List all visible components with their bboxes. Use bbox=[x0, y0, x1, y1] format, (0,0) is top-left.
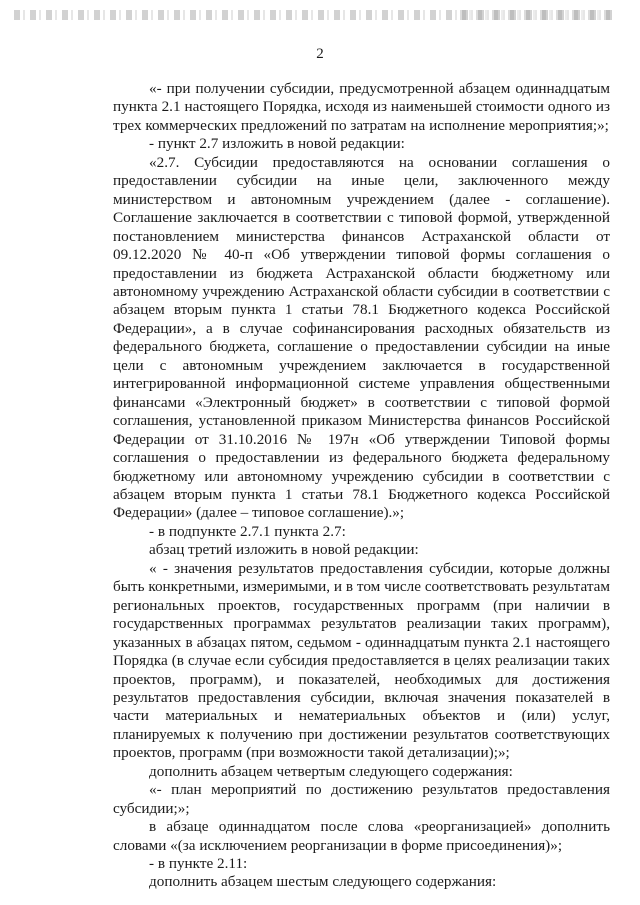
paragraph: дополнить абзацем шестым следующего содержания: bbox=[149, 873, 497, 891]
paragraph: в абзаце одиннадцатом после слова «реорганизацией» дополнить словами «(за исключением реорганизации в форме присоединения)»; bbox=[113, 818, 610, 854]
paragraph: «2.7. Субсидии предоставляются на основании соглашения о предоставлении субсидии на иные цели, заключенного между министерством и автономным учреждением (далее - соглашение). Соглашение заключается в соответствии с типовой формой, утвержденной постановлением министерства финансов Астраханской области от 09.12.2020 № 40-п «Об утверждении типовой формы соглашения о предоставлении из бюджета Астраханской области бюджетному или автономному учреждению Астраханской области субсидии в соответствии с абзацем вторым пункта 1 статьи 78.1 Бюджетного кодекса Российской Федерации», а в случае софинансирования расходных обязательств из федерального бюджета, соглашение о предоставлении субсидии на иные цели с автономным учреждением заключается в государственной интегрированной информационной системе управления общественными финансами «Электронный бюджет» в соответствии с типовой формой соглашения, установленной приказом Министерства финансов Российской Федерации от 31.10.2016 № 197н «Об утверждении Типовой формы соглашения о предоставлении из федерального бюджета федеральному бюджетному или автономному учреждению субсидии в соответствии с абзацем вторым пункта 1 статьи 78.1 Бюджетного кодекса Российской Федерации» (далее – типовое соглашение).»; bbox=[113, 153, 610, 522]
scan-artifact-top-right bbox=[460, 10, 610, 20]
paragraph: - в подпункте 2.7.1 пункта 2.7: bbox=[149, 522, 346, 540]
paragraph: дополнить абзацем четвертым следующего содержания: bbox=[149, 762, 513, 780]
paragraph: абзац третий изложить в новой редакции: bbox=[149, 541, 419, 559]
paragraph: « - значения результатов предоставления субсидии, которые должны быть конкретными, измеримыми, и в том числе соответствовать результатам региональных проектов, государственных программ (при наличии в государственных программах результатов реализации таких программ), указанных в абзацах пятом, седьмом - одиннадцатым пункта 2.1 настоящего Порядка (в случае если субсидия предоставляется в целях реализации таких проектов, программ), и показателей, необходимых для достижения результатов предоставления субсидии, включая значения показателей в части материальных и нематериальных объектов и (или) услуг, планируемых к получению при достижении результатов соответствующих проектов, программ (при возможности такой детализации);»; bbox=[113, 559, 610, 762]
page-number: 2 bbox=[316, 46, 324, 62]
paragraph: «- план мероприятий по достижению результатов предоставления субсидии;»; bbox=[113, 781, 610, 817]
document-body bbox=[113, 80, 610, 892]
paragraph: «- при получении субсидии, предусмотренной абзацем одиннадцатым пункта 2.1 настоящего Порядка, исходя из наименьшей стоимости одного из трех коммерческих предложений по затратам на исполнение мероприятия;»; bbox=[113, 80, 610, 134]
paragraph: - в пункте 2.11: bbox=[149, 855, 248, 873]
paragraph: - пункт 2.7 изложить в новой редакции: bbox=[149, 135, 405, 153]
